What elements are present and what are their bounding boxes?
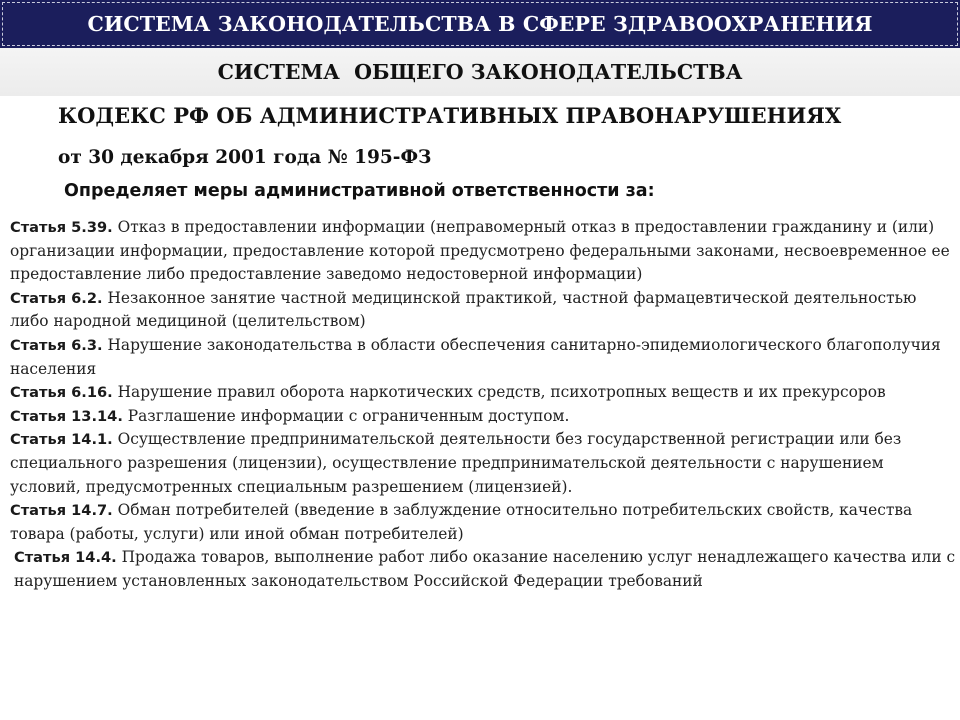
article-number: Статья 5.39. (10, 219, 113, 236)
article-text: Продажа товаров, выполнение работ либо оказание населению услуг ненадлежащего качества или с нарушением установленных законодательством Российской Федерации требований (14, 548, 956, 590)
article-item (10, 334, 956, 381)
intro-text: Определяет меры административной ответственности за: (64, 181, 655, 201)
article-number: Статья 14.7. (10, 502, 113, 520)
article-item (10, 405, 956, 429)
article-item (10, 216, 956, 287)
article-item (10, 546, 956, 593)
article-text: Незаконное занятие частной медицинской практикой, частной фармацевтической деятельностью либо народной медициной (целительством) (10, 288, 917, 331)
article-text: Обман потребителей (введение в заблуждение относительно потребительских свойств, качества товара (работы, услуги) или иной обман потребителей) (10, 501, 913, 543)
article-text: Нарушение правил оборота наркотических средств, психотропных веществ и их прекурсоров (117, 383, 886, 402)
article-number: Статья 14.1. (10, 431, 113, 449)
article-item (10, 428, 956, 499)
article-text: Разглашение информации с ограниченным доступом. (127, 406, 570, 425)
article-item (10, 287, 956, 334)
article-number: Статья 6.2. (10, 289, 103, 307)
article-text: Нарушение законодательства в области обеспечения санитарно-эпидемиологического благополучия населения (10, 335, 941, 378)
article-number: Статья 6.3. (10, 336, 103, 354)
article-text: Отказ в предоставлении информации (неправомерный отказ в предоставлении гражданину и (или) организации информации, предоставление которой предусмотрено федеральными законами, несвоевременное ее предоставление либо предоставление заведомо недостоверной информации) (10, 218, 950, 284)
subheader-title: СИСТЕМА ОБЩЕГО ЗАКОНОДАТЕЛЬСТВА (217, 60, 743, 84)
article-text: Осуществление предпринимательской деятельности без государственной регистрации или без специального разрешения (лицензии), осуществление предпринимательской деятельности с нарушением условий, предусмотренных специальным разрешением (лицензией). (10, 430, 902, 496)
code-title: КОДЕКС РФ ОБ АДМИНИСТРАТИВНЫХ ПРАВОНАРУШЕНИЯХ (58, 103, 842, 128)
code-date: от 30 декабря 2001 года № 195-ФЗ (58, 147, 432, 168)
article-number: Статья 13.14. (10, 407, 123, 425)
header-bar (0, 0, 960, 48)
article-number: Статья 14.4. (14, 549, 117, 567)
subheader-bar (0, 48, 960, 96)
article-number: Статья 6.16. (10, 384, 113, 402)
articles-list (10, 216, 956, 594)
article-item (10, 381, 956, 405)
article-item (10, 499, 956, 546)
header-frame (2, 2, 958, 46)
header-title: СИСТЕМА ЗАКОНОДАТЕЛЬСТВА В СФЕРЕ ЗДРАВООХРАНЕНИЯ (87, 12, 873, 36)
